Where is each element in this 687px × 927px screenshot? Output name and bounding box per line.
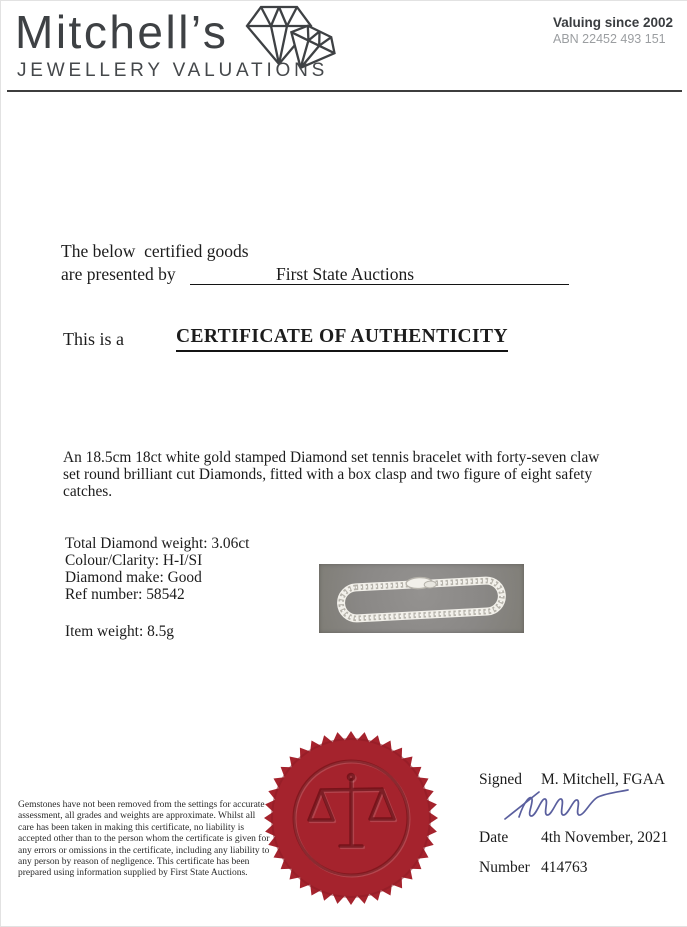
date-value: 4th November, 2021 <box>541 829 669 846</box>
abn-number: ABN 22452 493 151 <box>553 32 666 46</box>
tennis-bracelet-image <box>319 564 524 633</box>
brand-name: Mitchell’s <box>15 6 229 58</box>
signed-value: M. Mitchell, FGAA <box>541 771 665 788</box>
date-label: Date <box>479 829 509 846</box>
detail-diamond-make: Diamond make: Good <box>65 569 202 586</box>
presented-goods-line: The below certified goods <box>61 241 249 261</box>
presented-by-label: are presented by <box>61 264 176 284</box>
brand-tagline: JEWELLERY VALUATIONS <box>17 60 329 81</box>
disclaimer-text: Gemstones have not been removed from the settings for accurate assessment, all grades and weights are approximate. Whilst all care has been taken in making this certificate, no liability is accepted other than to the person whom the certificate is given for any errors or omissions in the certificate, including any liability to any person by reason of negligence. This certificate has been prepared using information supplied by First State Auctions. <box>18 800 270 879</box>
presenter-underline <box>190 264 569 285</box>
certificate-intro: This is a <box>63 329 124 349</box>
number-label: Number <box>479 859 530 876</box>
certificate-title: CERTIFICATE OF AUTHENTICITY <box>176 326 508 352</box>
presenter-name: First State Auctions <box>276 264 415 284</box>
item-details <box>65 535 249 603</box>
red-seal <box>263 730 439 906</box>
header-right <box>553 14 673 48</box>
signature-scribble <box>501 785 633 823</box>
item-weight: Item weight: 8.5g <box>65 623 174 640</box>
header-divider <box>7 90 682 92</box>
detail-colour-clarity: Colour/Clarity: H-I/SI <box>65 552 203 569</box>
item-description: An 18.5cm 18ct white gold stamped Diamond set tennis bracelet with forty-seven claw set round brilliant cut Diamonds, fitted with a box clasp and two figure of eight safety catches. <box>63 449 600 500</box>
detail-total-weight: Total Diamond weight: 3.06ct <box>65 535 250 552</box>
number-value: 414763 <box>541 859 588 876</box>
valuing-since: Valuing since 2002 <box>553 15 674 30</box>
detail-ref-number: Ref number: 58542 <box>65 586 185 603</box>
signed-label: Signed <box>479 771 523 788</box>
bracelet-photo <box>319 564 524 633</box>
